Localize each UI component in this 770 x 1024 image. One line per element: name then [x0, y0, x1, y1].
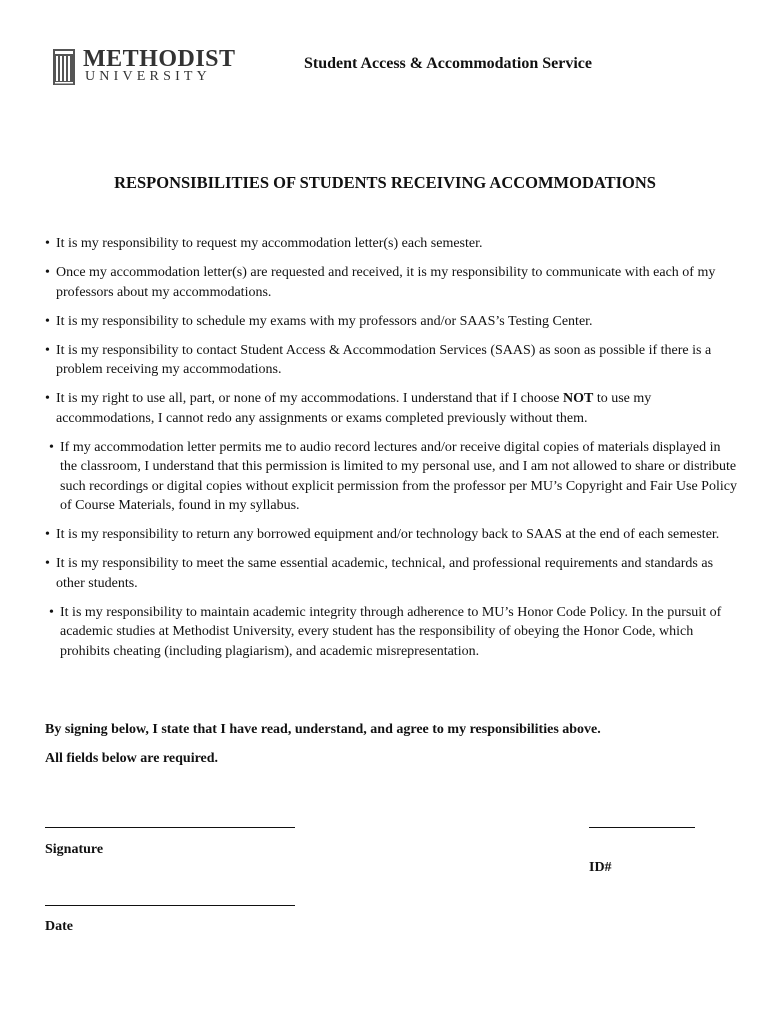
bullet-icon: •	[45, 313, 50, 329]
logo-wordmark-top: METHODIST	[83, 46, 236, 72]
list-item	[45, 525, 735, 545]
bullet-icon: •	[49, 604, 54, 620]
list-item	[45, 554, 735, 593]
responsibilities-list	[45, 234, 735, 671]
bullet-icon: •	[45, 236, 50, 251]
list-item-text: Once my accommodation letter(s) are requested and received, it is my responsibility to communicate with each of my professors about my accommodations.	[56, 265, 716, 300]
list-item-text	[56, 391, 651, 426]
building-columns-icon	[53, 49, 75, 85]
bullet-icon: •	[49, 439, 54, 455]
list-item	[49, 603, 739, 662]
list-item	[45, 341, 735, 380]
id-field[interactable]	[589, 827, 695, 828]
list-item-text: It is my responsibility to contact Student Access & Accommodation Services (SAAS) as soon as possible if there is a problem receiving my accommodations.	[56, 342, 712, 377]
list-item	[45, 263, 735, 302]
list-item-text: It is my responsibility to return any borrowed equipment and/or technology back to SAAS at the end of each semester.	[56, 527, 720, 542]
signature-field[interactable]	[45, 827, 295, 828]
list-item-text-end: to use my accommodations, I cannot redo any assignments or exams completed previously without them.	[56, 391, 652, 426]
id-label: ID#	[589, 860, 612, 875]
list-item-text: It is my responsibility to meet the same essential academic, technical, and professional requirements and standards as other students.	[56, 556, 714, 591]
bullet-icon: •	[45, 342, 50, 358]
date-field[interactable]	[45, 905, 295, 906]
list-item-text: It is my responsibility to request my accommodation letter(s) each semester.	[56, 236, 483, 251]
logo-wordmark-bottom: UNIVERSITY	[85, 69, 211, 84]
list-item-text: It is my responsibility to maintain academic integrity through adherence to MU’s Honor Code Policy. In the pursuit of academic studies at Methodist University, every student has the responsibility of obeying the Honor Code, which prohibits cheating (including plagiarism), and academic misrepresentation.	[60, 604, 722, 659]
bullet-icon: •	[45, 391, 50, 406]
list-item-text-start: It is my right to use all, part, or none of my accommodations. I understand that if I choose	[56, 391, 563, 406]
emphasis-not: NOT	[563, 391, 594, 406]
list-item	[45, 312, 735, 332]
list-item-text: It is my responsibility to schedule my exams with my professors and/or SAAS’s Testing Center.	[56, 313, 593, 329]
bullet-icon: •	[45, 527, 50, 542]
list-item	[45, 389, 735, 428]
document-title: RESPONSIBILITIES OF STUDENTS RECEIVING ACCOMMODATIONS	[114, 173, 656, 192]
list-item	[49, 438, 739, 516]
required-fields-note: All fields below are required.	[45, 751, 219, 766]
list-item	[45, 234, 735, 254]
university-logo	[53, 47, 235, 87]
bullet-icon: •	[45, 265, 50, 280]
office-name: Student Access & Accommodation Service	[304, 55, 592, 72]
date-label: Date	[45, 919, 73, 934]
bullet-icon: •	[45, 556, 50, 571]
agreement-statement: By signing below, I state that I have read, understand, and agree to my responsibilities above.	[45, 722, 601, 737]
list-item-text: If my accommodation letter permits me to audio record lectures and/or receive digital copies of materials displayed in the classroom, I understand that this permission is limited to my personal use, and I am not allowed to share or distribute such recordings or digital copies without explicit permission from the professor per MU’s Copyright and Fair Use Policy of Course Materials, found in my syllabus.	[60, 439, 737, 513]
signature-label: Signature	[45, 842, 104, 857]
